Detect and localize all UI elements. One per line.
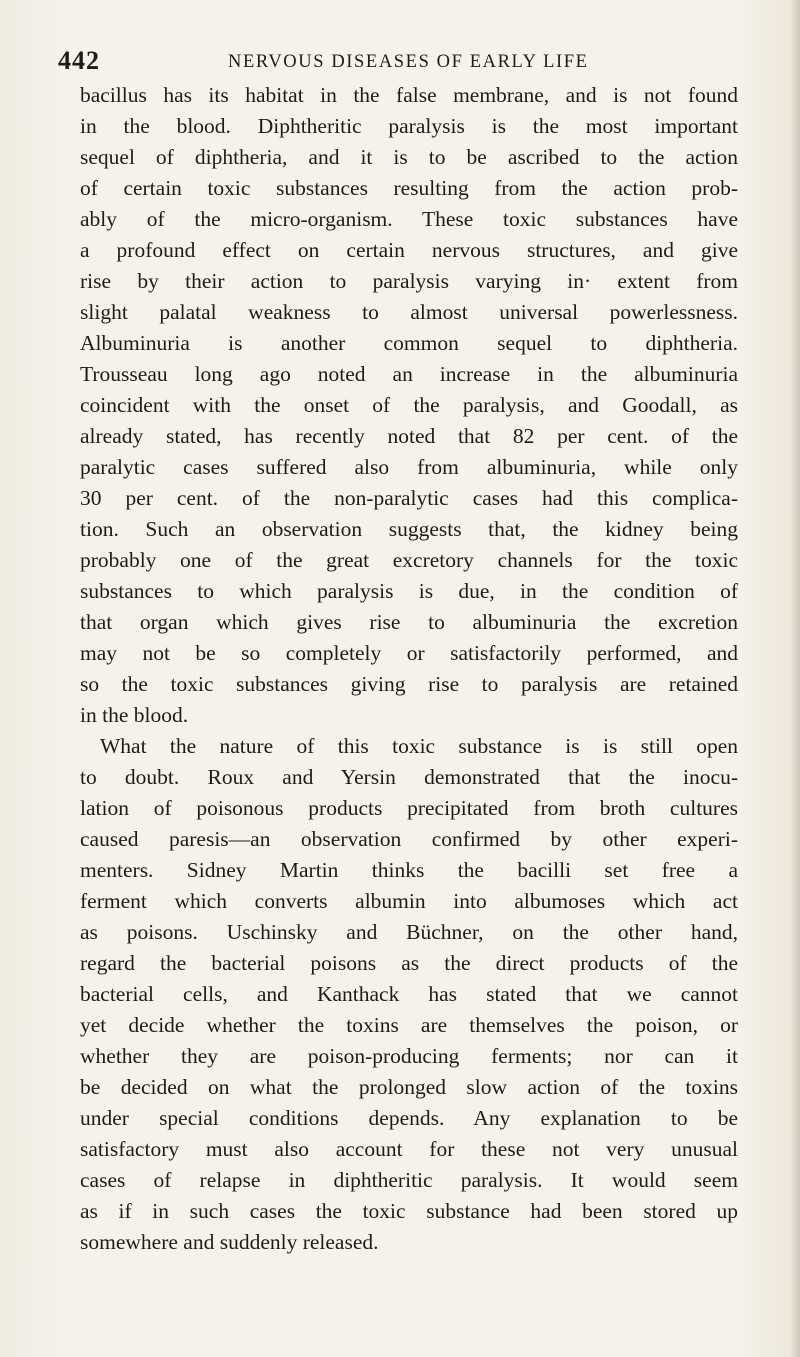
text-line: regard the bacterial poisons as the direct products of the: [80, 951, 738, 975]
text-line: Albuminuria is another common sequel to diphtheria.: [80, 331, 738, 355]
text-line: somewhere and suddenly released.: [80, 1230, 379, 1254]
text-line: What the nature of this toxic substance is is still open: [100, 734, 738, 758]
text-line: already stated, has recently noted that 82 per cent. of the: [80, 424, 738, 448]
text-line: caused paresis—an observation confirmed by other experi-: [80, 827, 738, 851]
text-line: probably one of the great excretory channels for the toxic: [80, 548, 738, 572]
text-line: as poisons. Uschinsky and Büchner, on the other hand,: [80, 920, 738, 944]
text-line: menters. Sidney Martin thinks the bacilli set free a: [80, 858, 738, 882]
text-line: ferment which converts albumin into albumoses which act: [80, 889, 738, 913]
text-line: 30 per cent. of the non-paralytic cases had this complica-: [80, 486, 738, 510]
running-head-title: NERVOUS DISEASES OF EARLY LIFE: [228, 52, 589, 72]
text-line: be decided on what the prolonged slow action of the toxins: [80, 1075, 738, 1099]
text-line: satisfactory must also account for these not very unusual: [80, 1137, 738, 1161]
text-line: in the blood.: [80, 703, 189, 727]
text-line: as if in such cases the toxic substance had been stored up: [80, 1199, 738, 1223]
text-line: rise by their action to paralysis varying in· extent from: [80, 269, 738, 293]
text-line: ably of the micro-organism. These toxic substances have: [80, 207, 738, 231]
text-line: a profound effect on certain nervous structures, and give: [80, 238, 738, 262]
text-line: Trousseau long ago noted an increase in the albuminuria: [80, 362, 738, 386]
text-line: under special conditions depends. Any explanation to be: [80, 1106, 738, 1130]
text-line: paralytic cases suffered also from albuminuria, while only: [80, 455, 738, 479]
text-line: tion. Such an observation suggests that, the kidney being: [80, 517, 738, 541]
text-line: yet decide whether the toxins are themselves the poison, or: [80, 1013, 738, 1037]
running-head: [58, 46, 738, 76]
text-line: sequel of diphtheria, and it is to be ascribed to the action: [80, 145, 738, 169]
text-line: of certain toxic substances resulting from the action prob-: [80, 176, 738, 200]
text-line: cases of relapse in diphtheritic paralysis. It would seem: [80, 1168, 738, 1192]
text-line: may not be so completely or satisfactorily performed, and: [80, 641, 738, 665]
text-line: that organ which gives rise to albuminuria the excretion: [80, 610, 738, 634]
page-number: 442: [58, 46, 100, 75]
text-line: bacillus has its habitat in the false membrane, and is not found: [80, 83, 738, 107]
body-text: [80, 80, 738, 1258]
text-line: whether they are poison-producing ferments; nor can it: [80, 1044, 738, 1068]
text-line: in the blood. Diphtheritic paralysis is the most important: [80, 114, 738, 138]
text-line: to doubt. Roux and Yersin demonstrated that the inocu-: [80, 765, 738, 789]
text-line: bacterial cells, and Kanthack has stated that we cannot: [80, 982, 738, 1006]
text-line: slight palatal weakness to almost universal powerlessness.: [80, 300, 738, 324]
text-line: coincident with the onset of the paralysis, and Goodall, as: [80, 393, 738, 417]
text-line: substances to which paralysis is due, in the condition of: [80, 579, 738, 603]
text-line: lation of poisonous products precipitated from broth cultures: [80, 796, 738, 820]
text-line: so the toxic substances giving rise to paralysis are retained: [80, 672, 738, 696]
page-edge-shadow: [790, 0, 800, 1357]
